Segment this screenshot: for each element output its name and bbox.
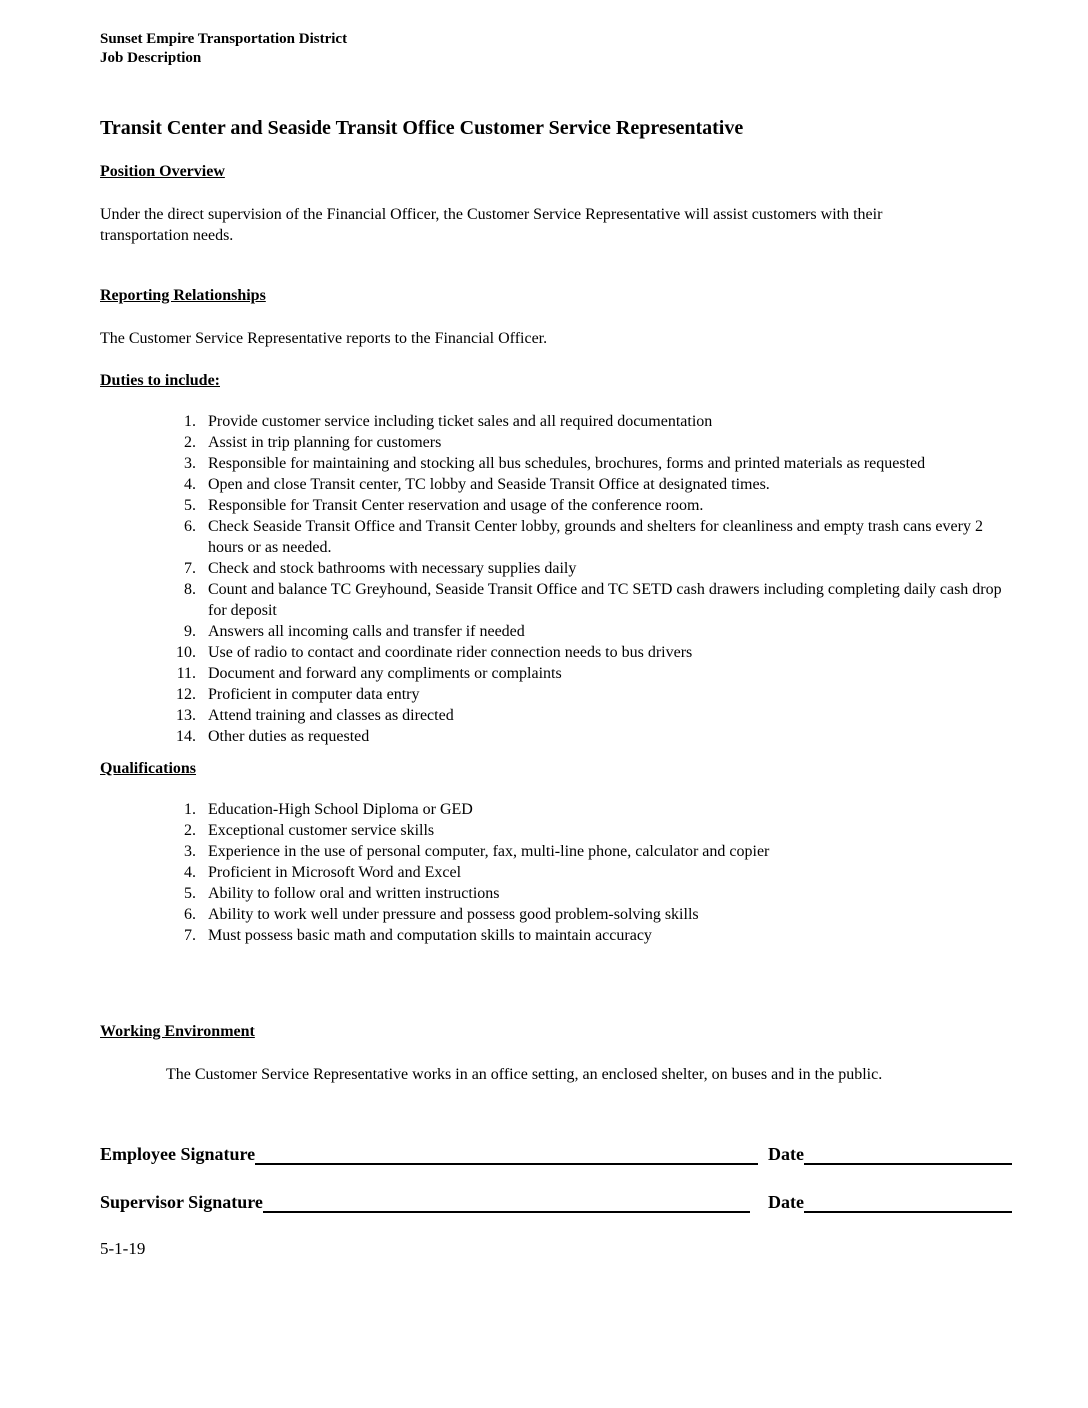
employee-signature-row (100, 1143, 1012, 1165)
list-item: 13. Attend training and classes as directed (200, 705, 1012, 726)
list-item: 14. Other duties as requested (200, 726, 1012, 747)
list-item: 11. Document and forward any compliments or complaints (200, 663, 1012, 684)
list-item: 5. Responsible for Transit Center reservation and usage of the conference room. (200, 495, 1012, 516)
list-item: 3. Experience in the use of personal computer, fax, multi-line phone, calculator and copier (200, 841, 1012, 862)
list-item: 5. Ability to follow oral and written instructions (200, 883, 1012, 904)
list-item: 2. Exceptional customer service skills (200, 820, 1012, 841)
page-title: Transit Center and Seaside Transit Office Customer Service Representative (100, 117, 744, 139)
list-item: 7. Check and stock bathrooms with necessary supplies daily (200, 558, 1012, 579)
working-environment-body: The Customer Service Representative works in an office setting, an enclosed shelter, on buses and in the public. (166, 1066, 883, 1083)
list-item: 4. Proficient in Microsoft Word and Excel (200, 862, 1012, 883)
heading-position-overview: Position Overview (100, 163, 225, 180)
doc-type: Job Description (100, 50, 202, 66)
supervisor-signature-line (263, 1193, 750, 1213)
list-item: 1. Provide customer service including ticket sales and all required documentation (200, 411, 1012, 432)
employee-signature-line (255, 1145, 758, 1165)
list-item: 6. Ability to work well under pressure and possess good problem-solving skills (200, 904, 1012, 925)
list-item: 9. Answers all incoming calls and transfer if needed (200, 621, 1012, 642)
list-item: 12. Proficient in computer data entry (200, 684, 1012, 705)
list-item: 3. Responsible for maintaining and stocking all bus schedules, brochures, forms and printed materials as requested (200, 453, 1012, 474)
date-label: Date (768, 1192, 804, 1212)
employee-date-line (804, 1145, 1012, 1165)
employee-signature-label: Employee Signature (100, 1144, 256, 1164)
list-item: 4. Open and close Transit center, TC lobby and Seaside Transit Office at designated times. (200, 474, 1012, 495)
list-item: 8. Count and balance TC Greyhound, Seaside Transit Office and TC SETD cash drawers including completing daily cash drop for deposit (200, 579, 1012, 621)
list-item: 6. Check Seaside Transit Office and Transit Center lobby, grounds and shelters for cleanliness and empty trash cans every 2 hours or as needed. (200, 516, 1012, 558)
document-header (100, 30, 1012, 68)
duties-list (100, 411, 1012, 747)
supervisor-signature-row (100, 1191, 1012, 1213)
list-item: 2. Assist in trip planning for customers (200, 432, 1012, 453)
supervisor-date-line (804, 1193, 1012, 1213)
reporting-relationships-body: The Customer Service Representative reports to the Financial Officer. (100, 330, 548, 347)
qualifications-list (100, 799, 1012, 946)
heading-qualifications: Qualifications (100, 760, 197, 777)
revision-date: 5-1-19 (100, 1239, 146, 1258)
date-label: Date (768, 1144, 804, 1164)
heading-duties: Duties to include: (100, 372, 220, 389)
heading-reporting-relationships: Reporting Relationships (100, 287, 266, 304)
list-item: 1. Education-High School Diploma or GED (200, 799, 1012, 820)
supervisor-signature-label: Supervisor Signature (100, 1192, 263, 1212)
org-name: Sunset Empire Transportation District (100, 31, 348, 47)
list-item: 7. Must possess basic math and computation skills to maintain accuracy (200, 925, 1012, 946)
position-overview-body: Under the direct supervision of the Financial Officer, the Customer Service Representative will assist customers with their transportation needs. (100, 206, 883, 244)
heading-working-environment: Working Environment (100, 1023, 255, 1040)
list-item: 10. Use of radio to contact and coordinate rider connection needs to bus drivers (200, 642, 1012, 663)
